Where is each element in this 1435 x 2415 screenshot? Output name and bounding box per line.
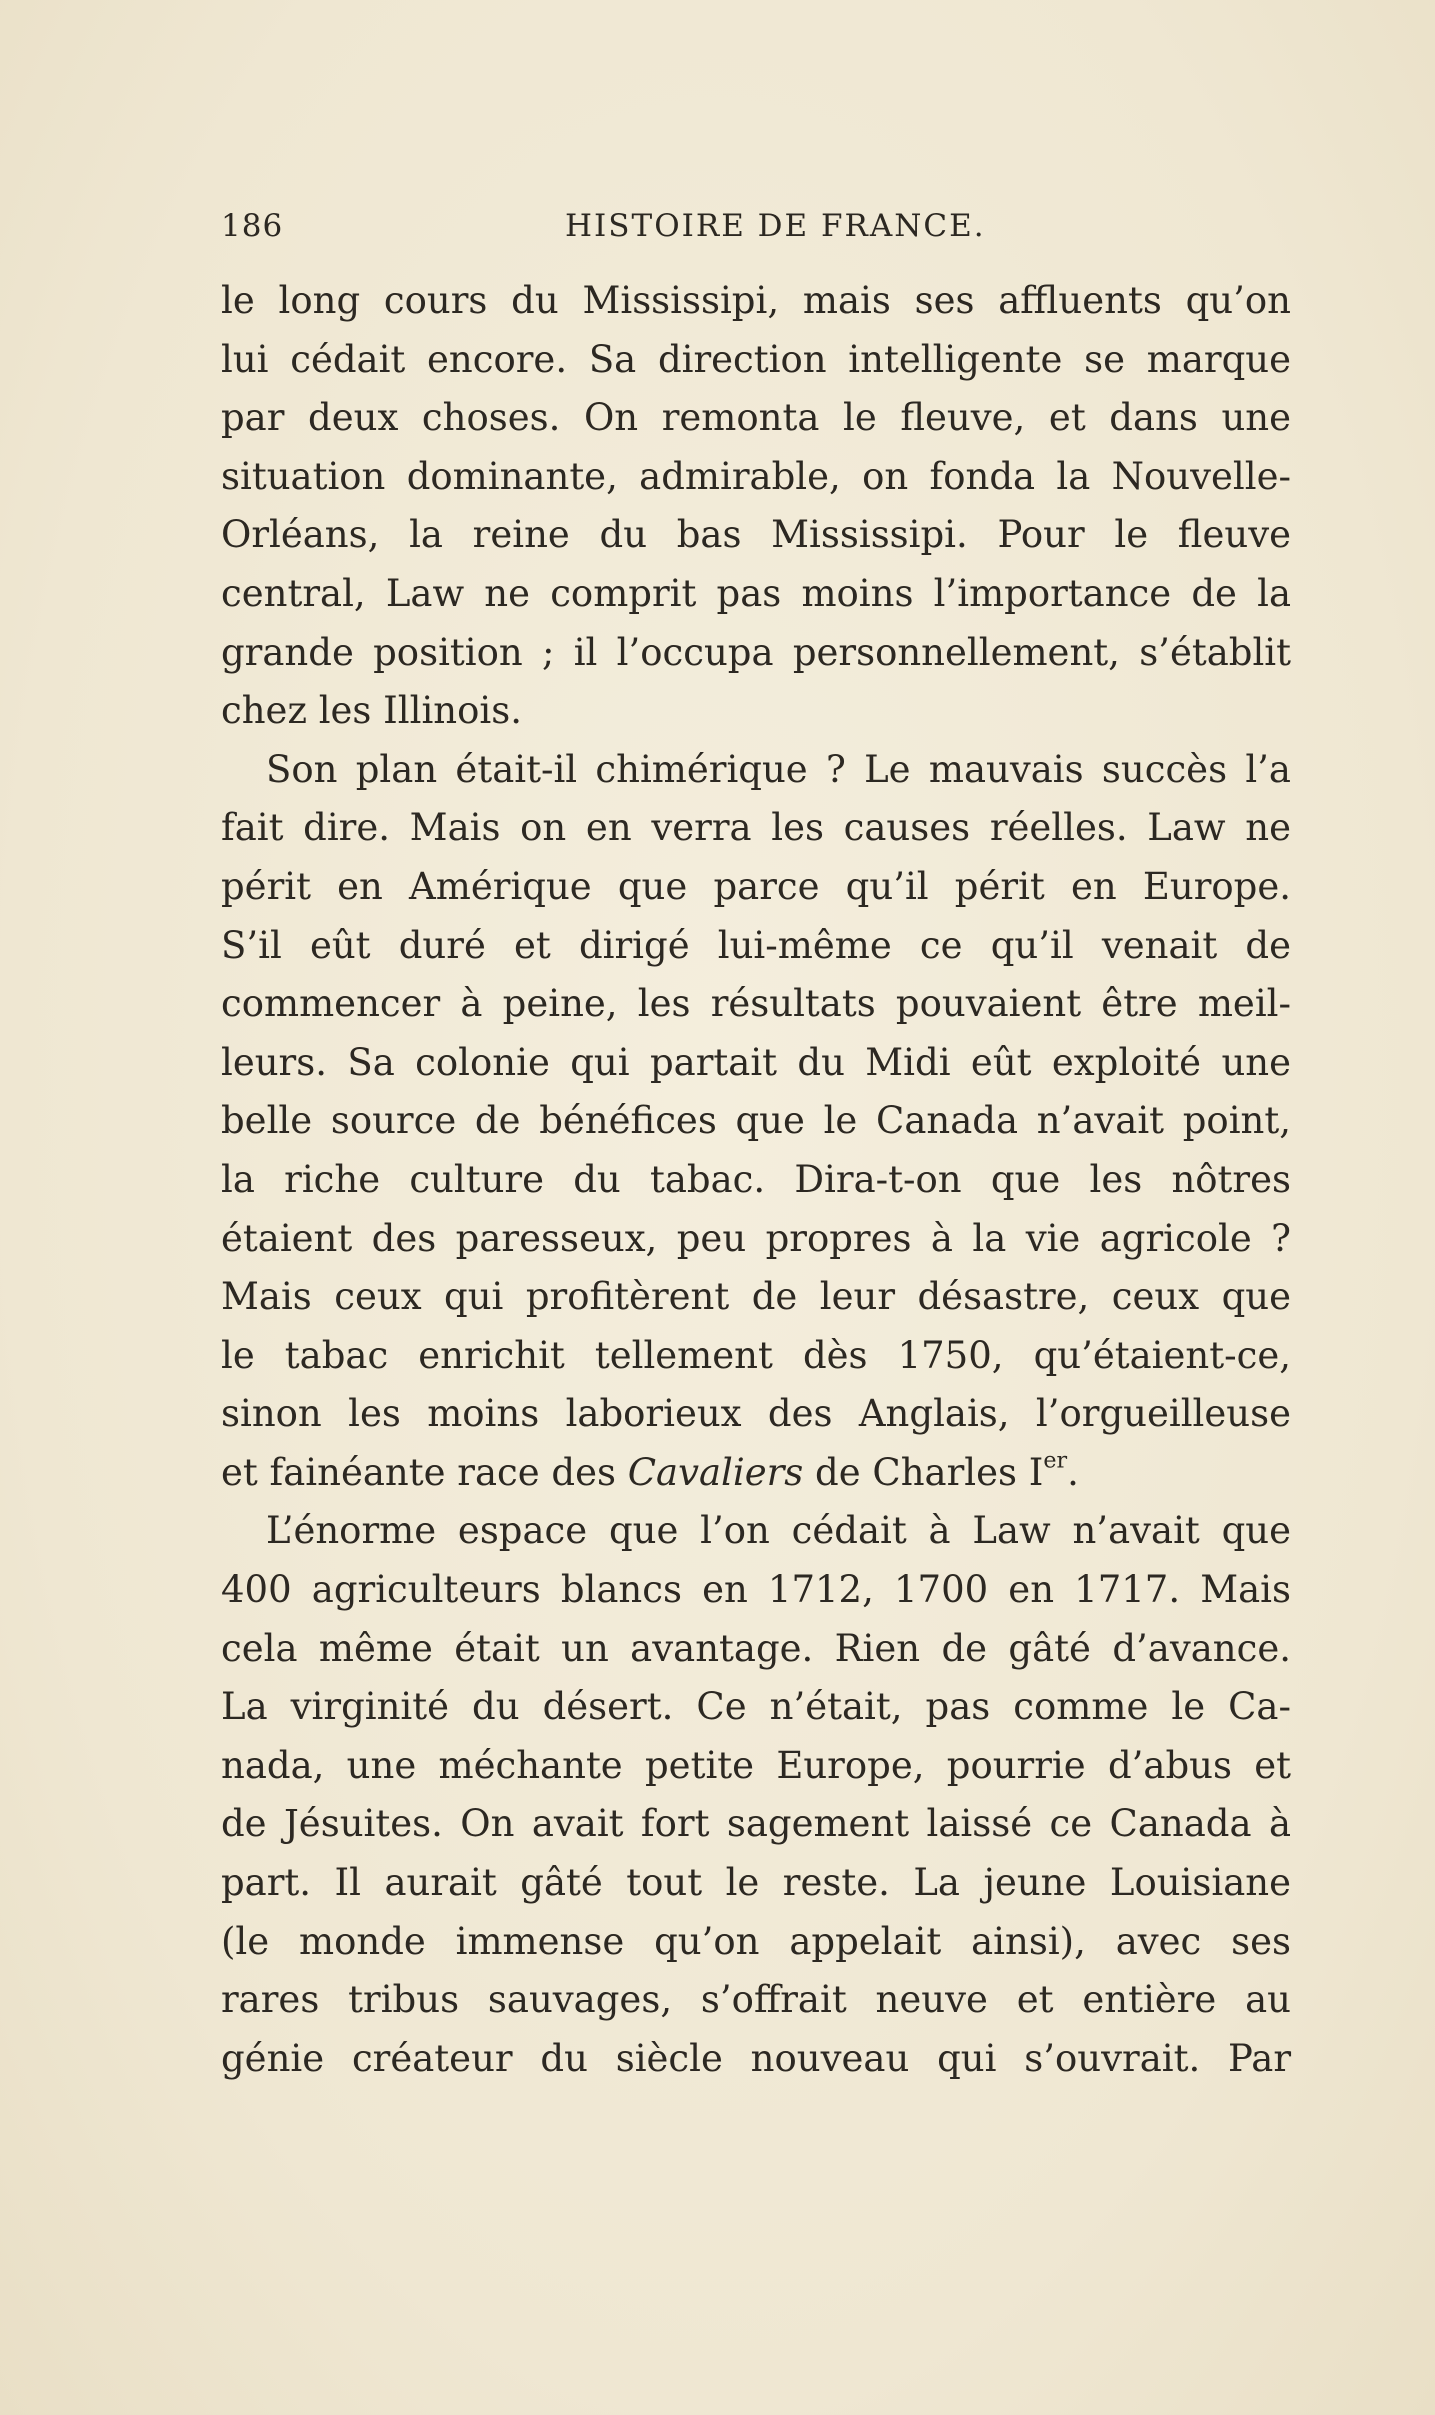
text-line: belle source de bénéfices que le Canada n’avait point, [221, 1099, 1291, 1143]
text-line: étaient des paresseux, peu propres à la vie agricole ? [221, 1216, 1291, 1260]
body-text [221, 272, 1291, 2088]
text-line: de Jésuites. On avait fort sagement laissé ce Canada à [221, 1802, 1291, 1846]
text-line: grande position ; il l’occupa personnellement, s’établit [221, 630, 1291, 674]
text-line: le long cours du Mississipi, mais ses affluents qu’on [221, 279, 1291, 322]
text-line: commencer à peine, les résultats pouvaient être meil- [221, 982, 1291, 1026]
text-line: nada, une méchante petite Europe, pourrie d’abus et [221, 1743, 1291, 1787]
text-line: fait dire. Mais on en verra les causes réelles. Law ne [221, 806, 1291, 850]
text-line: chez les Illinois. [221, 689, 522, 733]
text-line: Mais ceux qui profitèrent de leur désastre, ceux que [221, 1275, 1291, 1319]
line-text-end: . [1067, 1450, 1079, 1494]
text-line: cela même était un avantage. Rien de gâté d’avance. [221, 1626, 1291, 1670]
text-line-cavaliers [221, 1444, 1291, 1503]
ordinal-superscript: er [1043, 1447, 1068, 1474]
text-line: génie créateur du siècle nouveau qui s’ouvrait. Par [221, 2036, 1291, 2080]
text-line: Son plan était-il chimérique ? Le mauvais succès l’a [266, 747, 1291, 791]
running-title: HISTOIRE DE FRANCE. [565, 208, 986, 244]
text-line: lui cédait encore. Sa direction intelligente se marque [221, 337, 1291, 381]
line-text-before: et fainéante race des [221, 1450, 628, 1494]
text-line: sinon les moins laborieux des Anglais, l’orgueilleuse [221, 1392, 1291, 1436]
text-line: central, Law ne comprit pas moins l’importance de la [221, 571, 1291, 615]
text-line: situation dominante, admirable, on fonda la Nouvelle- [221, 454, 1291, 498]
text-line: le tabac enrichit tellement dès 1750, qu’étaient-ce, [221, 1333, 1291, 1377]
text-line: 400 agriculteurs blancs en 1712, 1700 en 1717. Mais [221, 1568, 1291, 1612]
text-line: leurs. Sa colonie qui partait du Midi eût exploité une [221, 1040, 1291, 1084]
text-line: La virginité du désert. Ce n’était, pas comme le Ca- [221, 1685, 1291, 1729]
text-line: (le monde immense qu’on appelait ainsi), avec ses [221, 1919, 1291, 1963]
text-line: la riche culture du tabac. Dira-t-on que les nôtres [221, 1157, 1291, 1201]
text-line: S’il eût duré et dirigé lui-même ce qu’il venait de [221, 923, 1291, 967]
text-line: L’énorme espace que l’on cédait à Law n’avait que [266, 1509, 1291, 1553]
page-number: 186 [221, 208, 284, 244]
text-line: rares tribus sauvages, s’offrait neuve et entière au [221, 1978, 1291, 2022]
text-line: par deux choses. On remonta le fleuve, et dans une [221, 396, 1291, 440]
line-text-after: de Charles I [803, 1450, 1044, 1494]
italic-term: Cavaliers [627, 1450, 804, 1494]
text-line: part. Il aurait gâté tout le reste. La jeune Louisiane [221, 1861, 1291, 1905]
page-header [221, 208, 1221, 252]
text-line: Orléans, la reine du bas Mississipi. Pour le fleuve [221, 513, 1291, 557]
text-line: périt en Amérique que parce qu’il périt en Europe. [221, 864, 1291, 908]
